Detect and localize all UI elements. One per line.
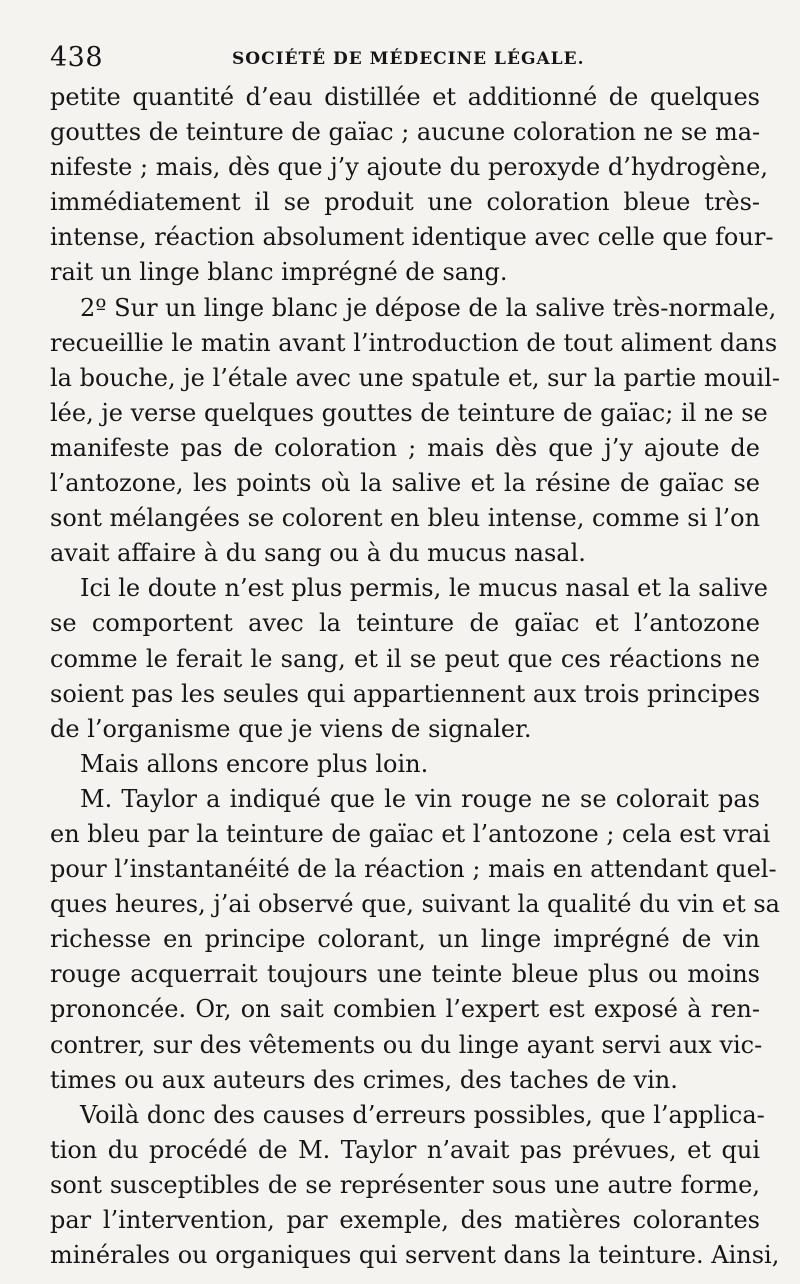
- text-line: se comportent avec la teinture de gaïac et l’antozone: [50, 609, 760, 638]
- text-line: de l’organisme que je viens de signaler.: [50, 714, 532, 743]
- body-text: [50, 80, 780, 1273]
- text-line: tion du procédé de M. Taylor n’avait pas prévues, et qui: [50, 1135, 760, 1164]
- text-line: minérales ou organiques qui servent dans la teinture. Ainsi,: [50, 1241, 780, 1270]
- running-head: SOCIÉTÉ DE MÉDECINE LÉGALE.: [232, 49, 585, 69]
- paragraph-start-line: Ici le doute n’est plus permis, le mucus nasal et la salive: [80, 574, 768, 603]
- text-line: rouge acquerrait toujours une teinte bleue plus ou moins: [50, 960, 760, 989]
- text-line: comme le ferait le sang, et il se peut que ces réactions ne: [50, 644, 760, 673]
- text-line: contrer, sur des vêtements ou du linge ayant servi aux vic-: [50, 1030, 763, 1059]
- text-line: avait affaire à du sang ou à du mucus nasal.: [50, 539, 586, 568]
- text-line: ques heures, j’ai observé que, suivant la qualité du vin et sa: [50, 890, 780, 919]
- text-line: pour l’instantanéité de la réaction ; mais en attendant quel-: [50, 855, 777, 884]
- paragraph-start-line: Voilà donc des causes d’erreurs possibles, que l’applica-: [80, 1100, 765, 1129]
- text-line: rait un linge blanc imprégné de sang.: [50, 258, 508, 287]
- text-line: richesse en principe colorant, un linge imprégné de vin: [50, 925, 760, 954]
- text-line: manifeste pas de coloration ; mais dès que j’y ajoute de: [50, 433, 760, 462]
- text-line: l’antozone, les points où la salive et la résine de gaïac se: [50, 469, 760, 498]
- page-number: 438: [50, 42, 104, 73]
- paragraph-start-line: 2º Sur un linge blanc je dépose de la salive très-normale,: [80, 293, 777, 322]
- text-line: sont susceptibles de se représenter sous une autre forme,: [50, 1170, 760, 1199]
- page-header: [50, 42, 760, 72]
- text-line: times ou aux auteurs des crimes, des taches de vin.: [50, 1065, 678, 1094]
- paragraph-start-line: M. Taylor a indiqué que le vin rouge ne se colorait pas: [80, 784, 760, 813]
- text-line: par l’intervention, par exemple, des matières colorantes: [50, 1206, 760, 1234]
- text-line: immédiatement il se produit une coloration bleue très-: [50, 188, 760, 217]
- text-line: sont mélangées se colorent en bleu intense, comme si l’on: [50, 504, 761, 533]
- text-line: en bleu par la teinture de gaïac et l’antozone ; cela est vrai: [50, 819, 771, 848]
- text-line: petite quantité d’eau distillée et additionné de quelques: [50, 83, 760, 111]
- text-line: la bouche, je l’étale avec une spatule et, sur la partie mouil-: [50, 363, 780, 392]
- text-line: intense, réaction absolument identique avec celle que four-: [50, 223, 774, 252]
- paragraph-start-line: Mais allons encore plus loin.: [80, 749, 429, 778]
- text-line: nifeste ; mais, dès que j’y ajoute du peroxyde d’hydrogène,: [50, 153, 768, 182]
- text-line: lée, je verse quelques gouttes de teinture de gaïac; il ne se: [50, 398, 768, 427]
- text-line: soient pas les seules qui appartiennent aux trois principes: [50, 679, 761, 708]
- text-line: gouttes de teinture de gaïac ; aucune coloration ne se ma-: [50, 118, 761, 147]
- text-line: prononcée. Or, on sait combien l’expert est exposé à ren-: [50, 995, 760, 1024]
- text-line: recueillie le matin avant l’introduction de tout aliment dans: [50, 328, 778, 357]
